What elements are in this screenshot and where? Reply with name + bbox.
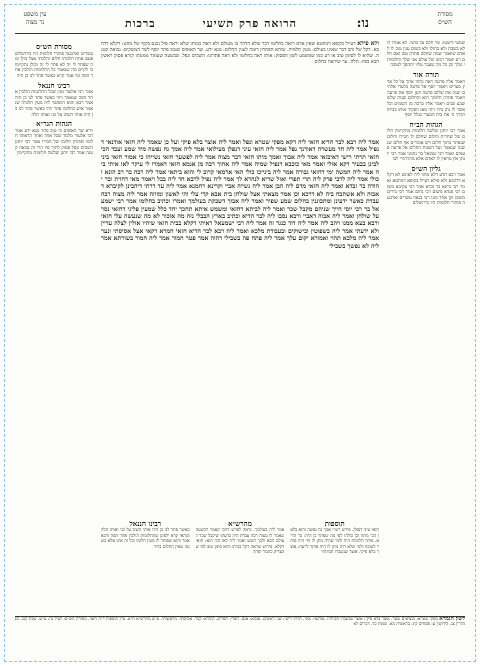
page-number: נו: <box>356 16 369 31</box>
rabbeinu-chananel-title: רבינו חננאל <box>129 521 162 528</box>
right-section-title-2: הגהות הב״ח <box>409 119 443 129</box>
tosafot-body: חזאי עיני דנפלן. פירש רש״י אמך נח נפשה והוא בלאו הכי מתה וכן כולהו לפי מה שפתר כן היה: בר הדיא. פותר חלומות היה ולמי שהיה נותן לו זוזי היה פותר לטובה ולמי שלא היה נותן לו היה פותר לרעה: אוצר בלא פיקי. אוצר שנשברו חביותיו <box>290 528 379 556</box>
right-section-title-3: גליון הש״ס <box>411 163 441 173</box>
right-section-title-1: תורה אור <box>413 69 439 79</box>
footer-text: מפקי שטרא: מוציאים שטר. אוצר בלא פיקי: אוצר שנשברו חביותיו. אודנאי: אזני. תרתי רישי: שני ראשים. אגמא: אגם. תפרי: תפרים. קיברא: קבר. אסיסתי: מראשותי. ע״ש מהרש״א ח״א. עיין תוספות ד״ה חזאי. מסורת הש״ס: לעיל נה: ע״ש. שבת קנב. סנהדרין צג. קידושין ע: פסחים קיג. בראשית מא. שמות כד. דברים לא <box>15 617 465 628</box>
left-section-title-3: הגהות הגר״א <box>36 119 72 129</box>
talmud-page <box>4 4 476 662</box>
right-margin-commentary <box>387 41 465 611</box>
ein-mishpat-label <box>15 11 55 27</box>
main-text-area <box>101 41 379 609</box>
rashi-lead-words: ולא פילא <box>357 41 379 47</box>
rashi-text: דעייל בקופא דמחטא שאין אדם רואה בחלומו דבר שלא הרהר בו מעולם ולא ראה כמותו שלא יראה פיל נכנס בקוף של מחט: דקלא דדהבא. דקל של זהב דבר שאינו בעולם: מעין חלמיה. שיהא הפתרון דומה לענין החלום: מנא ידע. שר האופים שטוב פתר יוסף לשר המשקים: נבואה קטנה. שהיא לו לסימן טוב או רע כמו שמשמע לשון הפסוק: אותו ראה בחלומו ולא ראה פתרונו: השכים ונפל. שבשעה שעומד ממטתו קורא פסוק ראשון הבא בפיו: תלה. עד שיראה בחלום <box>101 41 379 65</box>
gemara-text: אמר ליה רבא לבר הדיא חזאי ליה דקא מפקי שטרא ונפל ואמר ליה אוצר בלא פיקי ועל כן שאמר ליה חזאי אודנאי דנפיל אמר ליה חד מעשרה דאודנך נפל אמר ליה חזאי עיני דנפלן מעילואי אמר ליה אמך נח נפשה מיד שמע ועבד הכי חזאי תרתי רישי דאיבזאי אמר ליה אבוך ואמך מיתו חזאי דבר מצוה אמר ליה לפשעך חזאי נשייהו כי אמור חזאי ביני לבינן בבעיר דקא אזלי ואמר מאי כוכבא דנפיל שמיה אמר ליה אחוך רבה מן אגמא חזאי דאמרו לי עיקר לאו איתי ביה אמר ליה חמשה ימי דחזאי גבורה אמר ליה בינייכו כולי האי ארמאי קרוב לי והוא ביתאי אמר ליה רבה בר רב הונא וכולי אמר ליה לרבי פרק ליה תרי תפרי ואזל שדיא לנהרא לך אמר ליה נפיל לרבא חד ליה בבל ויאמר מאי דחזית ובר יהודה בר זבדא ואמר ליה חזאי מדם ליה הבן אמר ליה נשייה אביי וקרינא רחמנא אמר ליה עד דרתי דיהבינן לקיברא דאבוה ולא אשתכח ביה לא דרכא וכן אמר מצאתי אצל שולחן בית אבא קרי עלי והי לאשון ומזוזה אמר ליה מצוה רבה עבדת כאשר ידעינן ומתכוננין בחלום שמע שפיר ואמר ליה אבוך דשבקת בעולמך ואמרו וכתיב בחלומו אמר רבי ישמעאל בר רבי יוסי חייך שניהם מקבל שכר ואמר ליה לביתא דחזאי ומשמש איתא תחכך יחד כלל שמעין פליגי דחזאי נסר על שולחן ואמר ליה אבוה דאביי ורבא נסבו ליה לבר הדיא וכתיב בארץ הבבלי נזה מה אזכור לא מה שנעשה עלי חזאי ורבא בעא ממנו ויהב ליה אמר ליה דוד כנגד זה אמר ליה רבי ישמעאל ראיתי דקלא בבית חזאי שיהיו אזלין לצלה עדיין ולא ידעתי אמר ליה בשפוטין ובישוקים ובעבודת מלכא ואמר ליה רבא לבר הדיא חזאי חמרא דקאי אצל אסיסתי ונער אמר ליה מלכא תהוי ואמורא יקום עלך אמר ליה פתח פה בשבילי דהוה אמר פטר חמור אמר ליה חמור בשורתא אמר ליה לא נפשך בשבילי <box>101 139 379 250</box>
masoret-label-line-1: מסורת <box>437 11 453 18</box>
chapter-title: הרואה פרק תשיעי <box>202 17 297 30</box>
header-divider <box>15 33 465 34</box>
tractate-title: ברכות <box>125 17 156 30</box>
right-section-body-2: אמר רבי יוחנן שלשה חלומות מתקיימין חלום של שחרית וחלום שחלם לו חבירו וחלום שנפתר בתוך חלום ויש אומרים אף חלום שנשנה שנאמר ועל השנות החלום אל פרעה פעמים ואמר רבי שמואל בר נחמני אמר רבי יונתן אין מראין לו לאדם אלא מהרהורי לבו <box>387 129 465 163</box>
left-section-body-1: עשרים וארבעה פותרי חלומות היו בירושלים פעם אחת חלמתי חלום והלכתי אצל כולן ומה שפתר לי זה לא פתר לי זה וכולן נתקיימו בי לקיים מה שנאמר כל החלומות הולכין אחר הפה ומי אמר קרא כאשר פתר לנו כן היה <box>15 51 93 79</box>
page-footer <box>15 616 465 655</box>
lower-commentaries <box>101 521 379 609</box>
tosafot-title: תוספות <box>324 521 345 528</box>
masoret-label-line-2: הש״ס <box>438 19 452 26</box>
maharsha-title: מהרש״א <box>228 521 252 528</box>
left-section-body-2: אמר רבי אלעזר מנין שכל החלומות הולכין אחר הפה שנאמר ויהי כאשר פתר לנו כן היה אמר רבא והוא דמפשר ליה מעין חלמיה שנאמר איש כחלומו פתר ויהי כאשר פתר לנו כן היה אותי השיב על כני ואותו תלה <box>15 90 93 118</box>
rabbeinu-chananel-box <box>101 521 190 609</box>
tosafot-box <box>290 521 379 609</box>
ein-mishpat-line-2: נר מצוה <box>25 19 45 26</box>
right-intro: שמעי לישטו: ומי חלם על כושי. לא אמרו לו לא בשבת ולא בחולו ולא בשום ענין טוב לו לאדם שיאמר שמה שחלם פתרון טוב ואם חלם רע יאמר רבונו של עולם אני שלך וחלומותי שלך וכן כל מה שעבר עליו יתהפך לטובה <box>387 41 465 69</box>
left-section-title-1: מסורת הש״ס <box>36 42 72 51</box>
maharsha-box <box>196 521 285 609</box>
rashi-commentary <box>101 41 379 135</box>
right-section-body-1: ויאמר אליו פרעה ראה נתתי אתך על כל ארץ מצרים ויאמר יוסף אל פרעה בלעדי אלהים יענה את שלום פרעה ויען יוסף את פרעה ויאמר פתרון חלומך הוא והחלום שנות שלש שבע שנים ויאמר אליו ברכה מן השמים וכל אשר לו נתן בידו ויהי מאז הפקיד אותו בביתו ויברך ה׳ את בית המצרי בגלל יוסף <box>387 79 465 119</box>
ein-mishpat-line-1: עין משפט <box>23 11 47 18</box>
footer-title: לשון הגמרא <box>439 616 465 622</box>
left-margin-commentary <box>15 41 93 611</box>
page-header <box>15 11 465 37</box>
rabbeinu-chananel-body: כאשר פתר לנו כן היה אותי השיב על כני ואותו תלה ומהאי קרא ילפינן שהחלומות הולכין אחר הפה ורבא אמר והוא שפותר לו מעין חלומו וכל זה אינו אלא בשעה שאין החלום ברור <box>101 528 190 550</box>
right-section-body-3: אמר רבא תדע דלא מחוו ליה לאינש לא דקלא דדהבא ולא פילא דעייל בקופא דמחטא ואמר רבי ביזנא בר זבדא אמר רבי עקיבא משום רבי פנדא משום רבי נחום אמר רבי בירים משום זקן אחד ומנו רבי בנאה עשרים וארבעה פותרי חלומות היו בירושלים <box>387 173 465 207</box>
maharsha-body: אמר ליה בעולמך. נראה לפרש דהכי קאמר דבשעה שאמר לו מצוה רבה עבדת היה בדעתו שיקבל שכר לעולם הבא ולכך חשש ואמר ליה לאו הכי הוא: חזאי דקלא. פירוש שראה דקל בביתו והוא סימן טוב לפי שהצדיק כתמר יפרח <box>195 528 285 556</box>
left-section-body-3: וירא שר האופים כי טוב פתר מנא ידע אמר רבי אלעזר מלמד שכל אחד ואחד הראוהו חלומו ופתרון חלומו של חבירו אמר רבי יוחנן השכים ונפל פסוק לתוך פיו הרי זה נבואה קטנה אמר רבי יוחנן שלשה חלומות מתקיימין <box>15 128 93 157</box>
masoret-label <box>425 11 465 27</box>
left-section-title-2: רבינו חננאל <box>38 80 70 90</box>
